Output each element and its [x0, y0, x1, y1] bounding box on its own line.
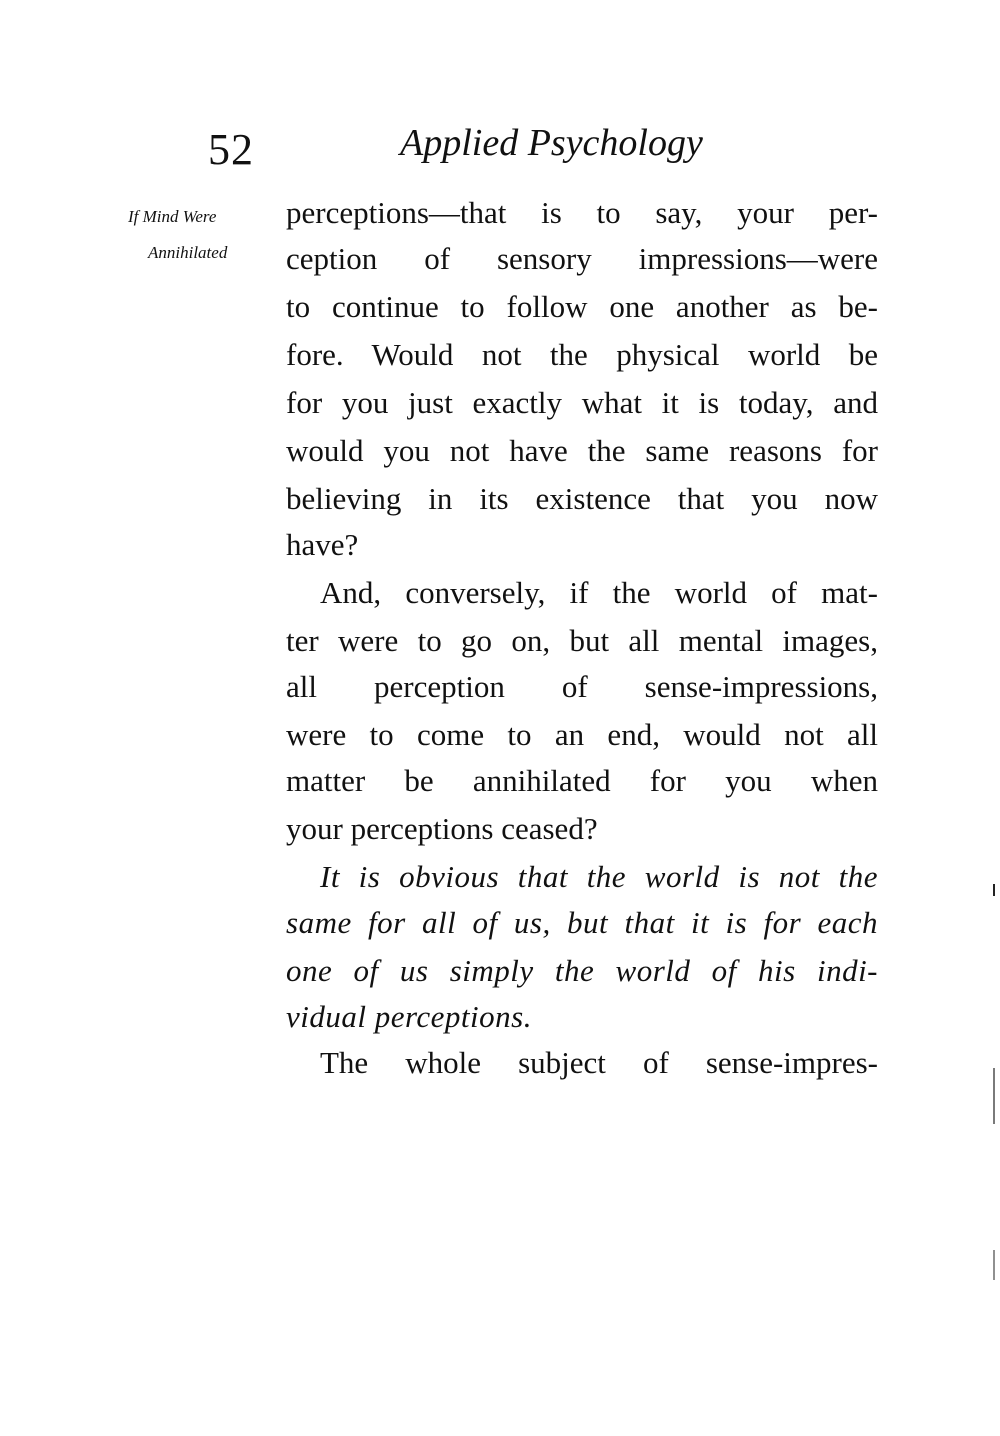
text-line: It is obvious that the world is not the	[320, 859, 878, 894]
scan-mark	[993, 1250, 995, 1280]
text-line: matter be annihilated for you when	[286, 763, 878, 798]
text-line: And, conversely, if the world of mat-	[320, 575, 878, 610]
text-line: believing in its existence that you now	[286, 481, 878, 516]
text-line: ter were to go on, but all mental images,	[286, 623, 878, 658]
text-line: The whole subject of sense-impres-	[320, 1045, 878, 1080]
text-line: vidual perceptions.	[286, 999, 532, 1034]
text-line: all perception of sense-impressions,	[286, 669, 878, 704]
sidenote-line-2: Annihilated	[148, 243, 228, 262]
text-line: your perceptions ceased?	[286, 811, 598, 846]
text-line: ception of sensory impressions—were	[286, 241, 878, 276]
scan-mark	[993, 884, 995, 896]
running-title: Applied Psychology	[400, 122, 703, 164]
text-line: would you not have the same reasons for	[286, 433, 878, 468]
text-line: perceptions—that is to say, your per-	[286, 195, 878, 230]
text-line: were to come to an end, would not all	[286, 717, 878, 752]
text-line: have?	[286, 527, 359, 562]
text-line: for you just exactly what it is today, and	[286, 385, 878, 420]
text-line: fore. Would not the physical world be	[286, 337, 878, 372]
page-number: 52	[208, 125, 254, 174]
text-line: same for all of us, but that it is for each	[286, 905, 878, 940]
sidenote-line-1: If Mind Were	[128, 207, 217, 226]
text-line: to continue to follow one another as be-	[286, 289, 878, 324]
text-line: one of us simply the world of his indi-	[286, 953, 878, 988]
scan-mark	[993, 1068, 995, 1124]
